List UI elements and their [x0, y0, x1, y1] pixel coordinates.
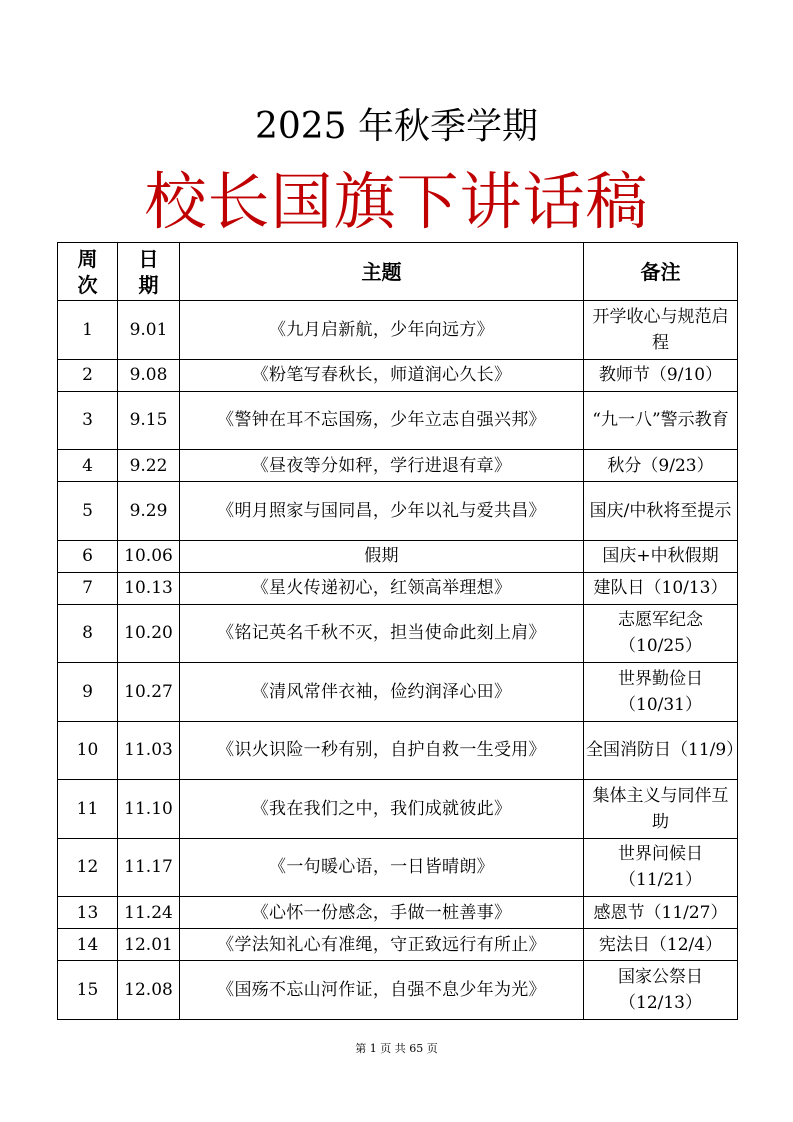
cell-topic: 《识火识险一秒有别，自护自救一生受用》	[180, 721, 584, 780]
table-row	[58, 663, 738, 722]
header-note	[584, 243, 738, 301]
cell-topic: 《学法知礼心有准绳，守正致远行有所止》	[180, 929, 584, 961]
cell-topic: 《星火传递初心，红领高举理想》	[180, 572, 584, 604]
cell-note: “九一八”警示教育	[584, 391, 738, 450]
header-week-label: 周次	[77, 246, 98, 297]
cell-date: 11.17	[118, 838, 180, 897]
table-row	[58, 929, 738, 961]
header-week	[58, 243, 118, 301]
cell-date: 9.22	[118, 450, 180, 482]
cell-week: 15	[58, 961, 118, 1020]
cell-note: 全国消防日（11/9）	[584, 721, 738, 780]
cell-week: 14	[58, 929, 118, 961]
cell-topic: 《我在我们之中，我们成就彼此》	[180, 780, 584, 839]
table-row	[58, 301, 738, 360]
table-row	[58, 572, 738, 604]
cell-week: 1	[58, 301, 118, 360]
table-row	[58, 540, 738, 572]
table-row	[58, 721, 738, 780]
table-row	[58, 961, 738, 1020]
cell-note: 宪法日（12/4）	[584, 929, 738, 961]
cell-date: 9.01	[118, 301, 180, 360]
cell-date: 10.27	[118, 663, 180, 722]
table-row	[58, 359, 738, 391]
page-footer: 第 1 页 共 65 页	[355, 1042, 438, 1055]
cell-note: 国庆/中秋将至提示	[584, 482, 738, 541]
cell-date: 12.01	[118, 929, 180, 961]
schedule-table	[57, 242, 744, 1020]
cell-topic: 《国殇不忘山河作证，自强不息少年为光》	[180, 961, 584, 1020]
cell-topic: 《明月照家与国同昌，少年以礼与爱共昌》	[180, 482, 584, 541]
cell-topic: 《粉笔写春秋长，师道润心久长》	[180, 359, 584, 391]
cell-week: 13	[58, 897, 118, 929]
cell-note: 感恩节（11/27）	[584, 897, 738, 929]
cell-note: 国家公祭日（12/13）	[584, 961, 738, 1020]
cell-date: 10.06	[118, 540, 180, 572]
header-topic-label: 主题	[361, 259, 402, 284]
header-date	[118, 243, 180, 301]
cell-week: 12	[58, 838, 118, 897]
page-title: 校长国旗下讲话稿	[144, 165, 649, 238]
cell-week: 5	[58, 482, 118, 541]
cell-week: 4	[58, 450, 118, 482]
cell-date: 11.03	[118, 721, 180, 780]
cell-topic: 《铭记英名千秋不灭，担当使命此刻上肩》	[180, 604, 584, 663]
cell-note: 秋分（9/23）	[584, 450, 738, 482]
cell-week: 6	[58, 540, 118, 572]
cell-week: 3	[58, 391, 118, 450]
cell-week: 2	[58, 359, 118, 391]
cell-date: 10.20	[118, 604, 180, 663]
cell-date: 11.24	[118, 897, 180, 929]
cell-topic: 《九月启新航，少年向远方》	[180, 301, 584, 360]
cell-date: 9.08	[118, 359, 180, 391]
cell-note: 教师节（9/10）	[584, 359, 738, 391]
table-row	[58, 450, 738, 482]
table-header-row	[58, 243, 738, 301]
cell-note: 国庆+中秋假期	[584, 540, 738, 572]
header-date-label: 日期	[138, 246, 159, 297]
cell-topic: 《警钟在耳不忘国殇，少年立志自强兴邦》	[180, 391, 584, 450]
cell-note: 建队日（10/13）	[584, 572, 738, 604]
cell-date: 11.10	[118, 780, 180, 839]
table-row	[58, 780, 738, 839]
schedule-body	[58, 301, 744, 1020]
cell-date: 12.08	[118, 961, 180, 1020]
cell-date: 9.29	[118, 482, 180, 541]
table-row	[58, 838, 738, 897]
cell-week: 10	[58, 721, 118, 780]
header-topic	[180, 243, 584, 301]
cell-note: 开学收心与规范启程	[584, 301, 738, 360]
header-note-label: 备注	[640, 259, 681, 284]
cell-note: 世界勤俭日（10/31）	[584, 663, 738, 722]
page-subtitle: 2025 年秋季学期	[254, 106, 539, 147]
table-row	[58, 391, 738, 450]
cell-topic: 《昼夜等分如秤，学行进退有章》	[180, 450, 584, 482]
table-row	[58, 482, 738, 541]
cell-note: 世界问候日（11/21）	[584, 838, 738, 897]
cell-topic: 《清风常伴衣袖，俭约润泽心田》	[180, 663, 584, 722]
cell-week: 8	[58, 604, 118, 663]
table-row	[58, 897, 738, 929]
table-row	[58, 604, 738, 663]
cell-note: 集体主义与同伴互助	[584, 780, 738, 839]
cell-week: 11	[58, 780, 118, 839]
cell-topic: 《一句暖心语，一日皆晴朗》	[180, 838, 584, 897]
cell-date: 9.15	[118, 391, 180, 450]
cell-topic: 假期	[180, 540, 584, 572]
cell-week: 7	[58, 572, 118, 604]
cell-week: 9	[58, 663, 118, 722]
cell-note: 志愿军纪念（10/25）	[584, 604, 738, 663]
cell-topic: 《心怀一份感念，手做一桩善事》	[180, 897, 584, 929]
cell-date: 10.13	[118, 572, 180, 604]
